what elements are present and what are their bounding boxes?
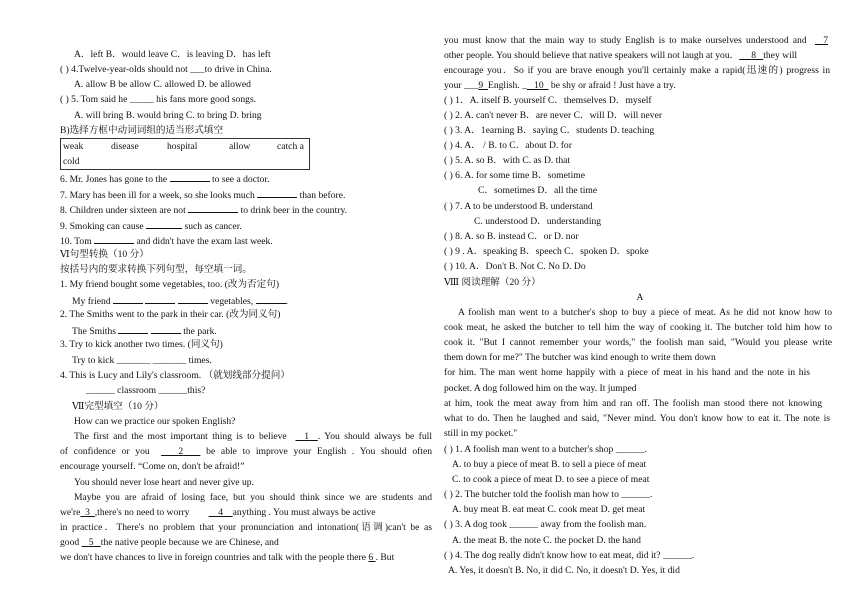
question-5: ( ) 5. Tom said he _____ his fans more good songs. (60, 94, 257, 105)
section-b-title: B)选择方框中动词词组的适当形式填空 (60, 125, 224, 136)
cloze-line: The first and the most important thing is to believe 1 . You should always be full (74, 431, 433, 442)
answer-blank[interactable] (170, 172, 210, 182)
cloze-question-7-options: C. understood D．understanding (474, 216, 602, 227)
reading-question-3: ( ) 3. A dog took ______ away from the foolish man. (444, 519, 647, 530)
cloze-line: your ___9 English. _ 10 be shy or afraid ! Just have a try. (444, 80, 676, 91)
cloze-question-5: ( ) 5. A. so B．with C. as D. that (444, 155, 571, 166)
transform-3: 3. Try to kick another two times. (同义句) (60, 339, 223, 350)
cloze-question-7: ( ) 7. A to be understood B. understand (444, 201, 593, 212)
blank-number: 5 (88, 537, 94, 548)
question-4: ( ) 4.Twelve-year-olds should not ___to drive in China. (60, 64, 272, 75)
word-box-item: disease (111, 141, 139, 152)
section-6-instructions: 按括号内的要求转换下列句型，每空填一词。 (60, 264, 252, 275)
transform-1-answer: My friend vegetables, . (72, 296, 288, 307)
blank-number: 8 (751, 50, 757, 61)
cloze-line: in practice．There's no problem that your pronunciation and intonation(语调)can't be as (60, 522, 432, 533)
cloze-line: of confidence or you 2 be able to improve your English . You should often (60, 446, 433, 457)
cloze-line: encourage yourself. “Come on, don't be afraid!” (60, 461, 245, 472)
passage-line: A foolish man went to a butcher's shop to buy a piece of meat. As he did not know how to (458, 307, 832, 318)
reading-question-4: ( ) 4. The dog really didn't know how to eat meat, did it? ______. (444, 550, 695, 561)
passage-line: what to do. Then he laughed and said, "Never mind. You don't know how to eat it. The note is (444, 413, 830, 424)
sentence-10: 10. Tom and didn't have the exam last week. (60, 236, 273, 247)
question-4-options: A. allow B be allow C. allowed D. be allowed (74, 79, 251, 90)
passage-line: cook meat, he asked the butcher to tell him the way of cooking it. The butcher told him how to (444, 322, 832, 333)
reading-question-1: ( ) 1. A foolish man went to a butcher's shop ______. (444, 444, 647, 455)
section-6-title: Ⅵ句型转换（10 分） (60, 249, 149, 260)
cloze-line: you must know that the main way to study English is to make ourselves understood and 7 (444, 35, 829, 46)
question-3-options: A．left B．would leave C．is leaving D．has left (74, 49, 271, 60)
answer-blank[interactable] (94, 234, 134, 244)
blank-number: 3 (85, 507, 90, 518)
blank-number: 2 (178, 446, 184, 457)
reading-question-1-options: C. to cook a piece of meat D. to see a piece of meat (452, 474, 650, 485)
cloze-question-2: ( ) 2. A. can't never B．are never C．will D．will never (444, 110, 663, 121)
answer-blank[interactable] (256, 294, 286, 304)
cloze-question-4: ( ) 4. A． / B. to C．about D. for (444, 140, 572, 151)
answer-blank[interactable] (178, 294, 208, 304)
cloze-line: You should never lose heart and never give up. (74, 477, 254, 488)
transform-1: 1. My friend bought some vegetables, too. (改为否定句) (60, 279, 280, 290)
cloze-question-9: ( ) 9 . A．speaking B．speech C．spoken D．spoke (444, 246, 649, 257)
transform-2-answer: The Smiths the park. (72, 326, 217, 337)
cloze-question-8: ( ) 8. A. so B. instead C．or D. nor (444, 231, 579, 242)
transform-4: 4. This is Lucy and Lily's classroom. （就划线部分提问） (60, 370, 290, 381)
cloze-line: good 5 the native people because we are Chinese, and (60, 537, 279, 548)
question-5-options: A. will bring B. would bring C. to bring D. bring (74, 110, 262, 121)
cloze-line: encourage you．So if you are brave enough you'll certainly make a rapid(迅速的) progress in (444, 65, 830, 76)
transform-2: 2. The Smiths went to the park in their car. (改为同义句) (60, 309, 281, 320)
reading-question-4-options: A. Yes, it doesn't B. No, it did C. No, it doesn't D. Yes, it did (448, 565, 680, 576)
answer-blank[interactable] (146, 219, 182, 229)
answer-blank[interactable] (118, 324, 148, 334)
sentence-7: 7. Mary has been ill for a week, so she looks much than before. (60, 190, 346, 201)
passage-line: cook it. "But I cannot remember your words," the foolish man said, "Would you please write (444, 337, 832, 348)
passage-line: still in my pocket." (444, 428, 518, 439)
word-box-item: catch a (277, 141, 304, 152)
word-box-item: weak (63, 141, 84, 152)
cloze-line: other people. You should believe that native speakers will not laugh at you． 8 they will (444, 50, 798, 61)
passage-line: them down for me?" The butcher was kind enough to write them down (444, 352, 716, 363)
passage-line: pocket. A dog followed him on the way. It jumped (444, 383, 637, 394)
passage-label: A (636, 292, 644, 303)
sentence-8: 8. Children under sixteen are not to drink beer in the country. (60, 205, 348, 216)
blank-number: 9 (478, 80, 484, 91)
passage-line: for him. The man went home happily with a piece of meat in his hand and the note in his (444, 367, 810, 378)
reading-question-2-options: A. buy meat B. eat meat C. cook meat D. get meat (452, 504, 646, 515)
answer-blank[interactable] (151, 324, 181, 334)
blank-number: 4 (218, 507, 224, 518)
passage-line: at him, took the meat away from him and ran off. The foolish man stood there not knowing (444, 398, 822, 409)
section-7-title: Ⅶ完型填空（10 分） (72, 401, 164, 412)
cloze-line: we don't have chances to live in foreign countries and talk with the people there 6 . But (60, 552, 395, 563)
cloze-line: we're 3 ,there's no need to worry 4 anything . You must always be active (60, 507, 376, 518)
answer-blank[interactable] (145, 294, 175, 304)
word-box-item: cold (63, 156, 80, 167)
transform-4-answer: ______ classroom ______this? (86, 385, 206, 396)
answer-blank[interactable] (188, 203, 238, 213)
word-box-item: hospital (167, 141, 198, 152)
sentence-9: 9. Smoking can cause such as cancer. (60, 221, 242, 232)
cloze-question-1: ( ) 1．A. itself B. yourself C．themselves D．myself (444, 95, 652, 106)
answer-blank[interactable] (257, 188, 297, 198)
reading-question-3-options: A. the meat B. the note C. the pocket D. the hand (452, 535, 641, 546)
section-8-title: Ⅷ 阅读理解（20 分） (444, 277, 541, 288)
blank-number: 10 (534, 80, 544, 91)
reading-question-2: ( ) 2. The butcher told the foolish man how to ______. (444, 489, 653, 500)
blank-number: 6 (368, 552, 374, 563)
reading-question-1-options: A. to buy a piece of meat B. to sell a piece of meat (452, 459, 647, 470)
answer-blank[interactable] (113, 294, 143, 304)
word-box (60, 138, 310, 170)
blank-number: 7 (823, 35, 829, 46)
transform-3-answer: Try to kick _______ _______ times. (72, 355, 212, 366)
cloze-question-6: ( ) 6. A. for some time B．sometime (444, 170, 585, 181)
cloze-heading: How can we practice our spoken English? (74, 416, 236, 427)
blank-number: 1 (304, 431, 310, 442)
cloze-question-3: ( ) 3. A．1earning B．saying C．students D. teaching (444, 125, 655, 136)
cloze-question-10: ( ) 10. A．Don't B. Not C. No D. Do (444, 261, 586, 272)
sentence-6: 6. Mr. Jones has gone to the to see a doctor. (60, 174, 270, 185)
word-box-item: allow (229, 141, 251, 152)
cloze-line: Maybe you are afraid of losing face, but you should think since we are students and (74, 492, 432, 503)
cloze-question-6-options: C．sometimes D．all the time (478, 185, 598, 196)
